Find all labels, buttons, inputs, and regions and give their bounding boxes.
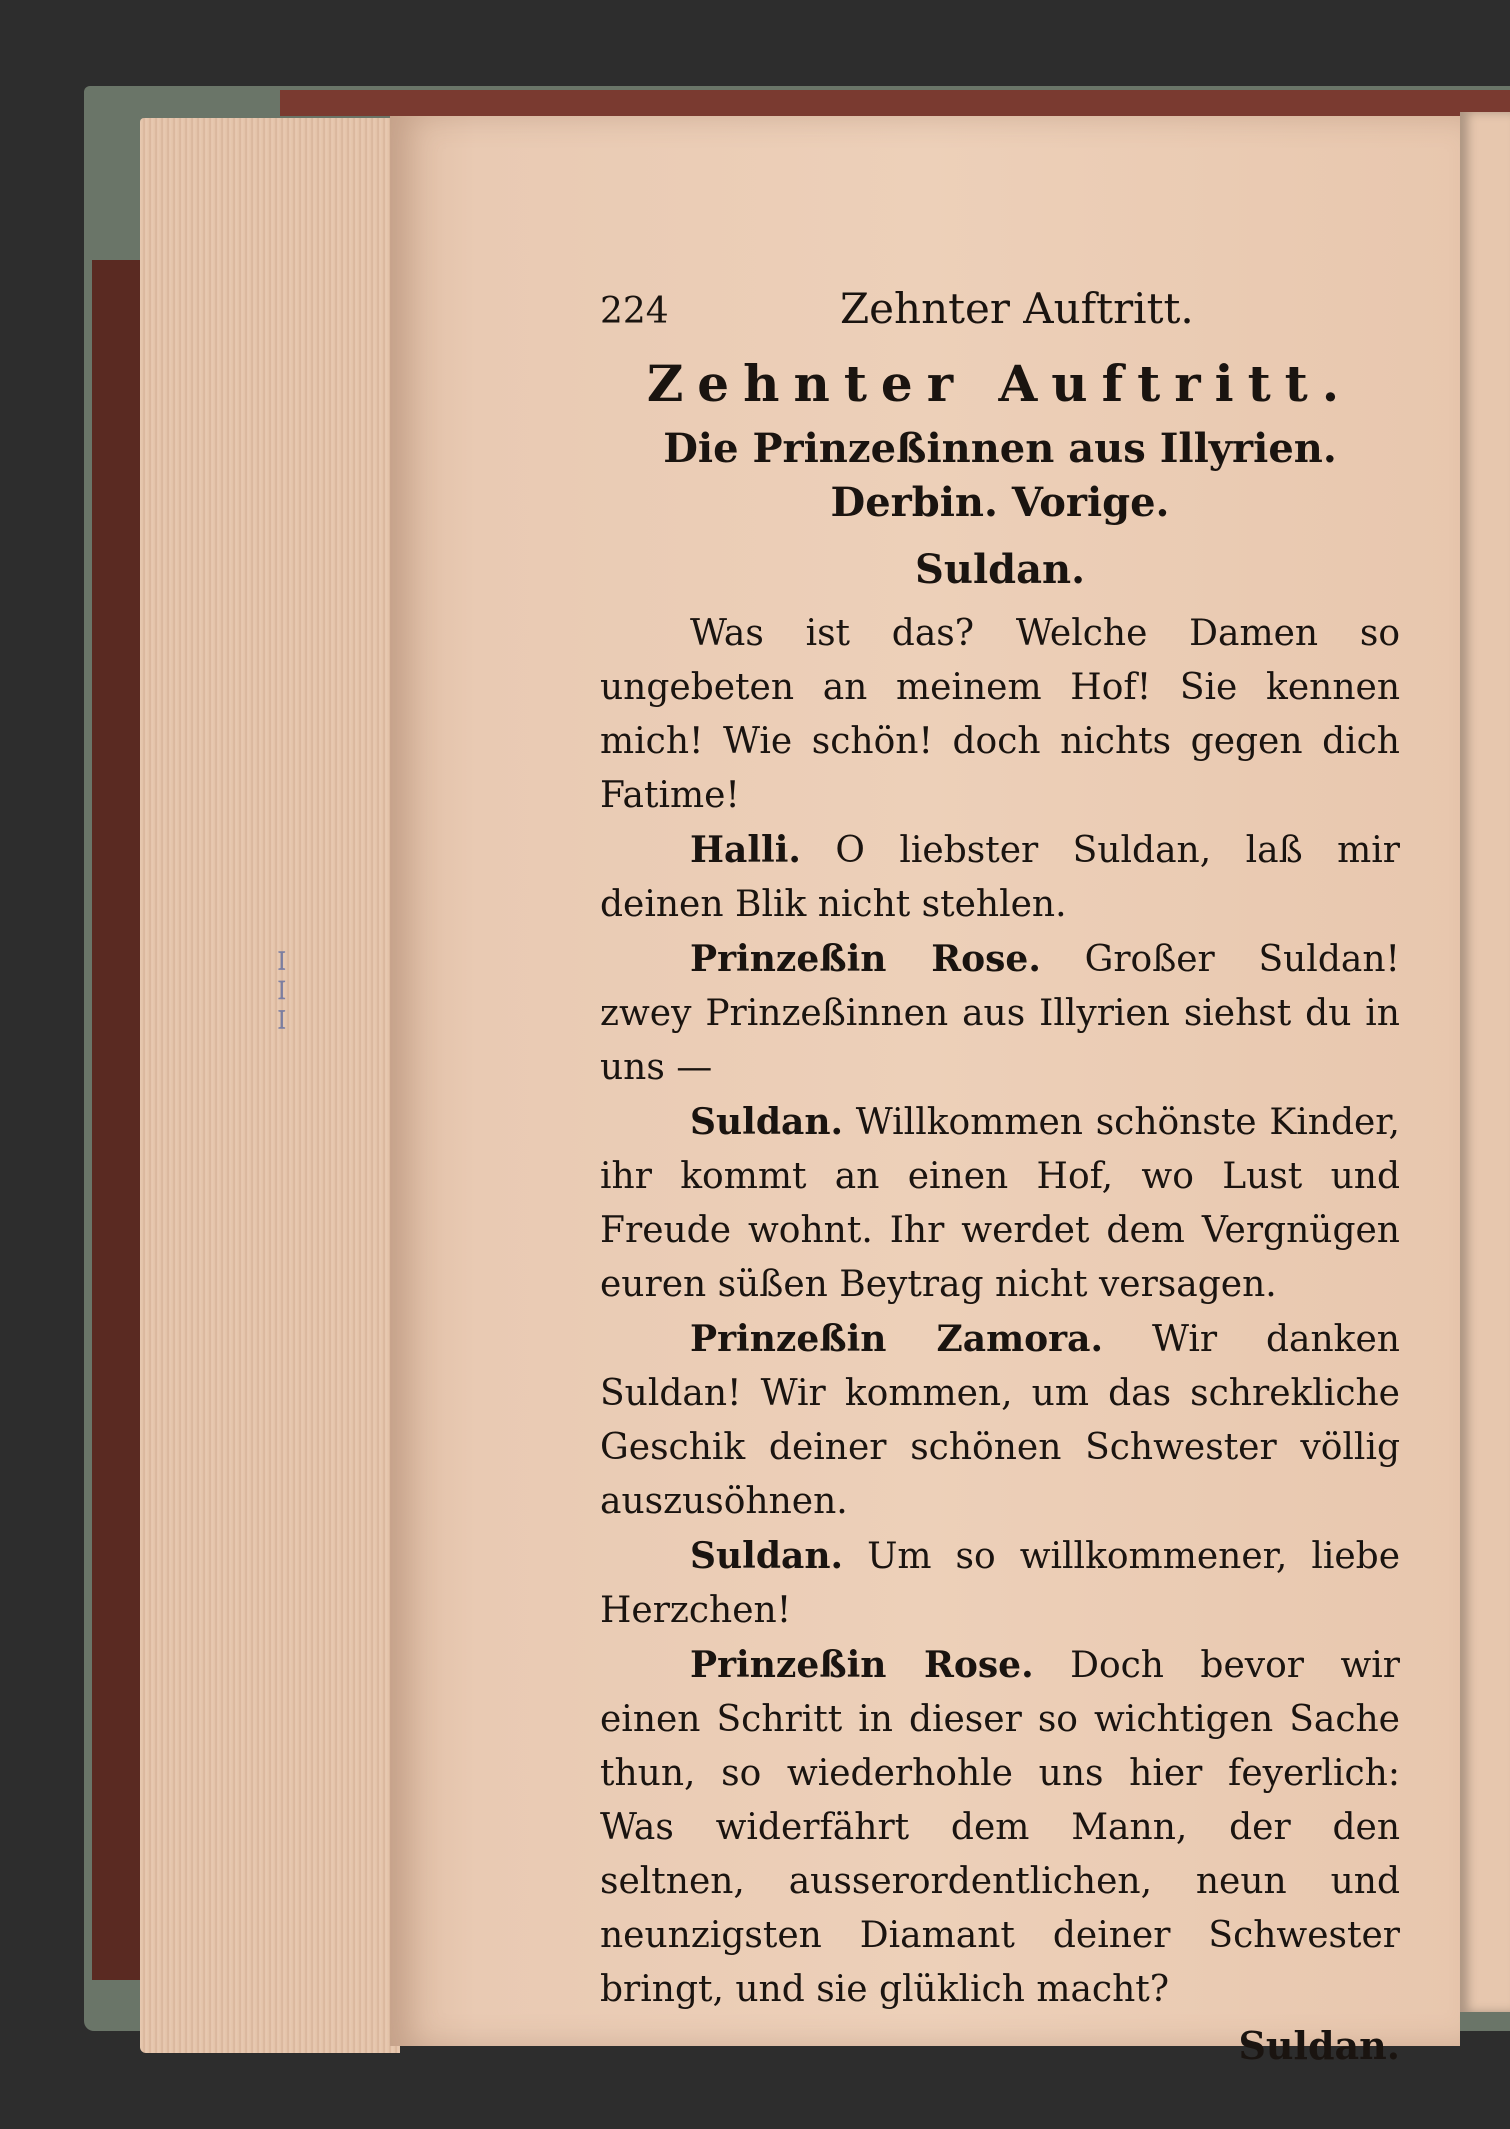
dialogue-paragraph [600,606,1400,823]
speaker-name: Suldan. [690,1535,844,1577]
cover-top-edge [280,90,1510,116]
dialogue-text: Willkommen schönste Kinder, ihr kommt an einen Hof, wo Lust und Freude wohnt. Ihr werdet dem Vergnügen euren süßen Beytrag nicht versagen. [600,1102,1400,1305]
speaker-name: Prinzeßin Zamora. [690,1318,1103,1360]
character-line: Die Prinzeßinnen aus Illyrien. [663,425,1337,472]
catchword: Suldan. [1238,2023,1400,2068]
dialogue-paragraph [600,1638,1400,2017]
dialogue-text: O liebster Suldan, laß mir deinen Blik nicht stehlen. [600,830,1401,925]
dialogue-text: Großer Suldan! zwey Prinzeßinnen aus Illyrien siehst du in uns — [600,939,1400,1088]
speaker-name: Halli. [690,829,801,871]
dialogue-text: Wir danken Suldan! Wir kommen, um das schrekliche Geschik deiner schönen Schwester völlig auszusöhnen. [600,1319,1400,1522]
page-number: 224 [600,291,669,332]
dialogue-text: Doch bevor wir einen Schritt in dieser so wichtigen Sache thun, so wiederhohle uns hier feyerlich: Was widerfährt dem Mann, der den seltnen, ausserordentlichen, neun und neunzigsten Diamant deiner Schwester bringt, und sie glüklich macht? [600,1645,1400,2010]
facing-page-edge [1460,112,1510,2012]
dialogue-paragraph [600,1312,1400,1529]
dialogue-paragraph [600,1095,1400,1312]
character-list [600,422,1400,530]
dialogue-paragraph [600,1529,1400,1638]
page-header [600,284,1400,342]
character-line: Derbin. Vorige. [830,479,1170,526]
first-speaker: Suldan. [914,546,1086,593]
dialogue-text: Was ist das? Welche Damen so ungebeten an meinem Hof! Sie kennen mich! Wie schön! doch nichts gegen dich Fatime! [600,613,1400,816]
scene-title: Zehnter Auftritt. [646,354,1354,413]
speaker-name: Prinzeßin Rose. [690,1644,1034,1686]
dialogue-paragraph [600,823,1400,932]
running-head: Zehnter Auftritt. [840,284,1194,333]
page-text [600,284,1400,2068]
speaker-name: Suldan. [690,1101,844,1143]
dialogue-paragraph [600,932,1400,1095]
library-stamp: ꟷ ꟷ ꟷ [265,950,295,1031]
dialogue-text: Um so willkommener, liebe Herzchen! [600,1536,1400,1631]
speaker-name: Prinzeßin Rose. [690,938,1041,980]
